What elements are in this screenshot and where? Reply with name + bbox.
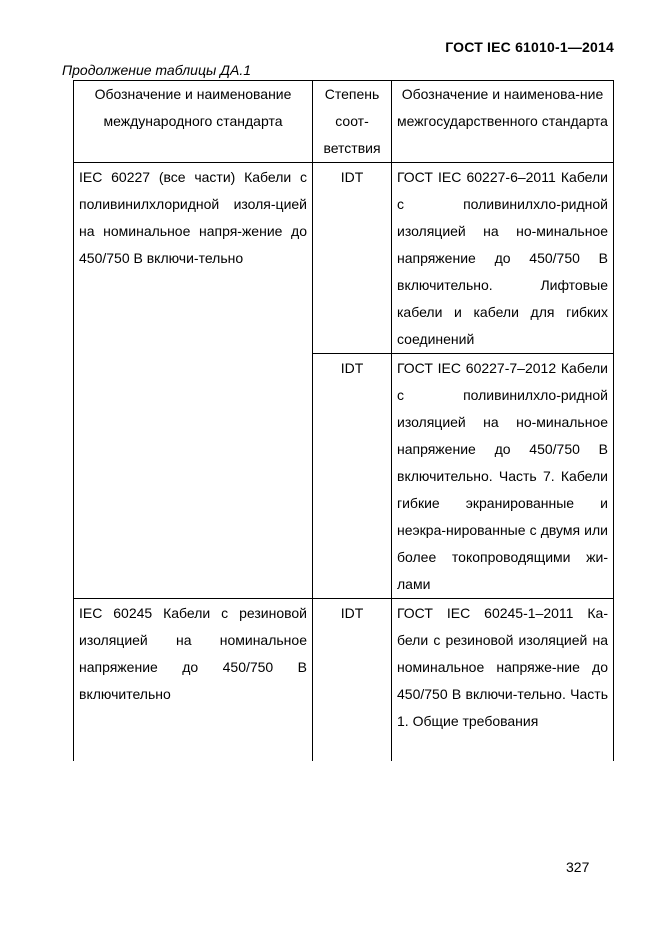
table-continuation-caption: Продолжение таблицы ДА.1	[62, 62, 252, 78]
interstate-standard-cell	[392, 163, 614, 354]
document-code: ГОСТ IEC 61010-1—2014	[445, 39, 614, 55]
international-standard-cell	[74, 163, 313, 599]
degree-text: IDT	[340, 360, 364, 376]
table-row	[74, 599, 614, 762]
page-number: 327	[566, 859, 590, 875]
interstate-standard-cell	[392, 599, 614, 762]
degree-cell	[313, 599, 392, 762]
degree-text: IDT	[340, 605, 364, 621]
degree-cell	[313, 163, 392, 354]
column-header-international: Обозначение и наименование международного стандарта	[74, 81, 313, 163]
degree-text: IDT	[340, 169, 364, 185]
table-row	[74, 163, 614, 354]
interstate-standard-text: ГОСТ IEC 60227-6–2011 Кабели с поливинилхло-ридной изоляцией на но-минальное напряжение до 450/750 В включительно. Лифтовые кабели и кабели для гибких соединений	[397, 169, 608, 347]
international-standard-text: IEC 60227 (все части) Кабели с поливинилхлоридной изоля-цией на номинальное напря-жение до 450/750 В включи-тельно	[79, 169, 307, 266]
standards-correspondence-table	[73, 80, 614, 761]
table-header-row	[74, 81, 614, 163]
interstate-standard-cell	[392, 354, 614, 599]
international-standard-text: IEC 60245 Кабели с резиновой изоляцией на номинальное напряжение до 450/750 В включительно	[79, 605, 307, 702]
degree-cell	[313, 354, 392, 599]
interstate-standard-text: ГОСТ IEC 60227-7–2012 Кабели с поливинилхло-ридной изоляцией на но-минальное напряжение до 450/750 В включительно. Часть 7. Кабели гибкие экранированные и неэкра-нированные с двумя или более токопроводящими жи-лами	[397, 360, 608, 592]
international-standard-cell	[74, 599, 313, 762]
column-header-degree: Степень соот-ветствия	[313, 81, 392, 163]
column-header-interstate: Обозначение и наименова-ние межгосударственного стандарта	[392, 81, 614, 163]
interstate-standard-text: ГОСТ IEC 60245-1–2011 Ка-бели с резиновой изоляцией на номинальное напряже-ние до 450/750 В включи-тельно. Часть 1. Общие требования	[397, 605, 608, 729]
